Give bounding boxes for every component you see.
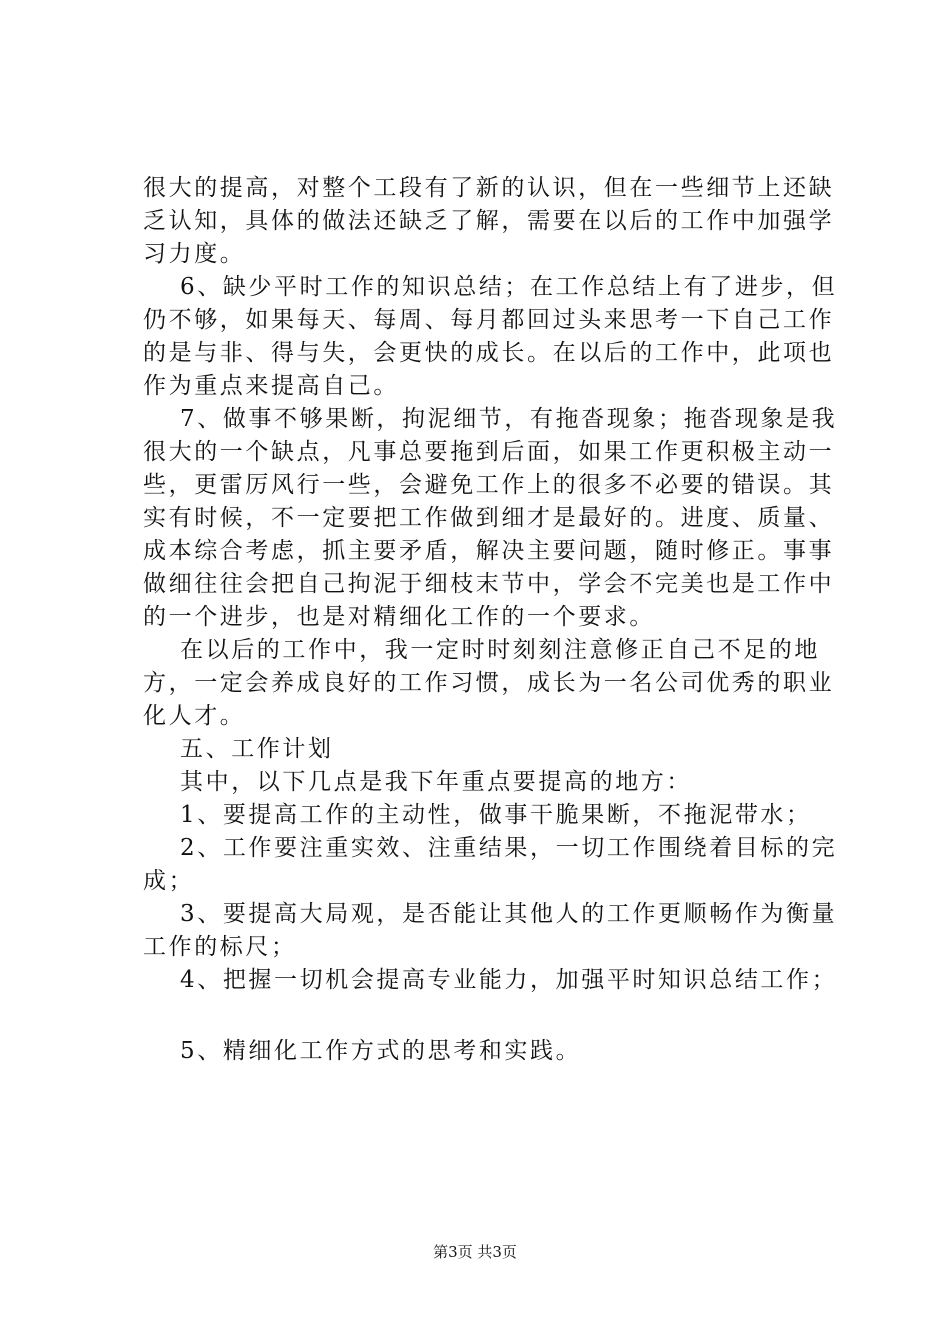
text-line: 习力度。: [143, 241, 246, 267]
text-line: 乏认知，具体的做法还缺乏了解，需要在以后的工作中加强学: [143, 208, 835, 234]
text-line: 很大的一个缺点，凡事总要拖到后面，如果工作更积极主动一: [143, 439, 835, 465]
text-line: 很大的提高，对整个工段有了新的认识，但在一些细节上还缺: [143, 175, 835, 201]
list-item: 3、要提高大局观，是否能让其他人的工作更顺畅作为衡量: [180, 901, 838, 927]
text-line: 成；: [143, 868, 195, 894]
text-line: 工作的标尺；: [143, 934, 297, 960]
text-line: 的是与非、得与失，会更快的成长。在以后的工作中，此项也: [143, 340, 835, 366]
list-item: 4、把握一切机会提高专业能力，加强平时知识总结工作；: [180, 967, 838, 993]
list-item: 5、精细化工作方式的思考和实践。: [180, 1038, 582, 1064]
text-line: 化人才。: [143, 703, 246, 729]
text-line: 实有时候，不一定要把工作做到细才是最好的。进度、质量、: [143, 505, 835, 531]
text-line: 成本综合考虑，抓主要矛盾，解决主要问题，随时修正。事事: [143, 538, 835, 564]
text-line: 的一个进步，也是对精细化工作的一个要求。: [143, 604, 655, 630]
text-line: 方，一定会养成良好的工作习惯，成长为一名公司优秀的职业: [143, 670, 835, 696]
text-line: 7、做事不够果断，拘泥细节，有拖沓现象；拖沓现象是我: [180, 406, 838, 432]
text-line: 作为重点来提高自己。: [143, 373, 399, 399]
section-heading: 五、工作计划: [180, 736, 334, 762]
text-line: 仍不够，如果每天、每周、每月都回过头来思考一下自己工作: [143, 307, 835, 333]
list-item: 1、要提高工作的主动性，做事干脆果断，不拖泥带水；: [180, 802, 812, 828]
text-line: 其中，以下几点是我下年重点要提高的地方：: [180, 769, 692, 795]
list-item: 2、工作要注重实效、注重结果，一切工作围绕着目标的完: [180, 835, 838, 861]
text-line: 些，更雷厉风行一些，会避免工作上的很多不必要的错误。其: [143, 472, 835, 498]
text-line: 6、缺少平时工作的知识总结；在工作总结上有了进步，但: [180, 274, 838, 300]
text-line: 在以后的工作中，我一定时时刻刻注意修正自己不足的地: [180, 637, 820, 663]
text-line: 做细往往会把自己拘泥于细枝末节中，学会不完美也是工作中: [143, 571, 835, 597]
page-number-footer: 第3页 共3页: [433, 1243, 517, 1261]
